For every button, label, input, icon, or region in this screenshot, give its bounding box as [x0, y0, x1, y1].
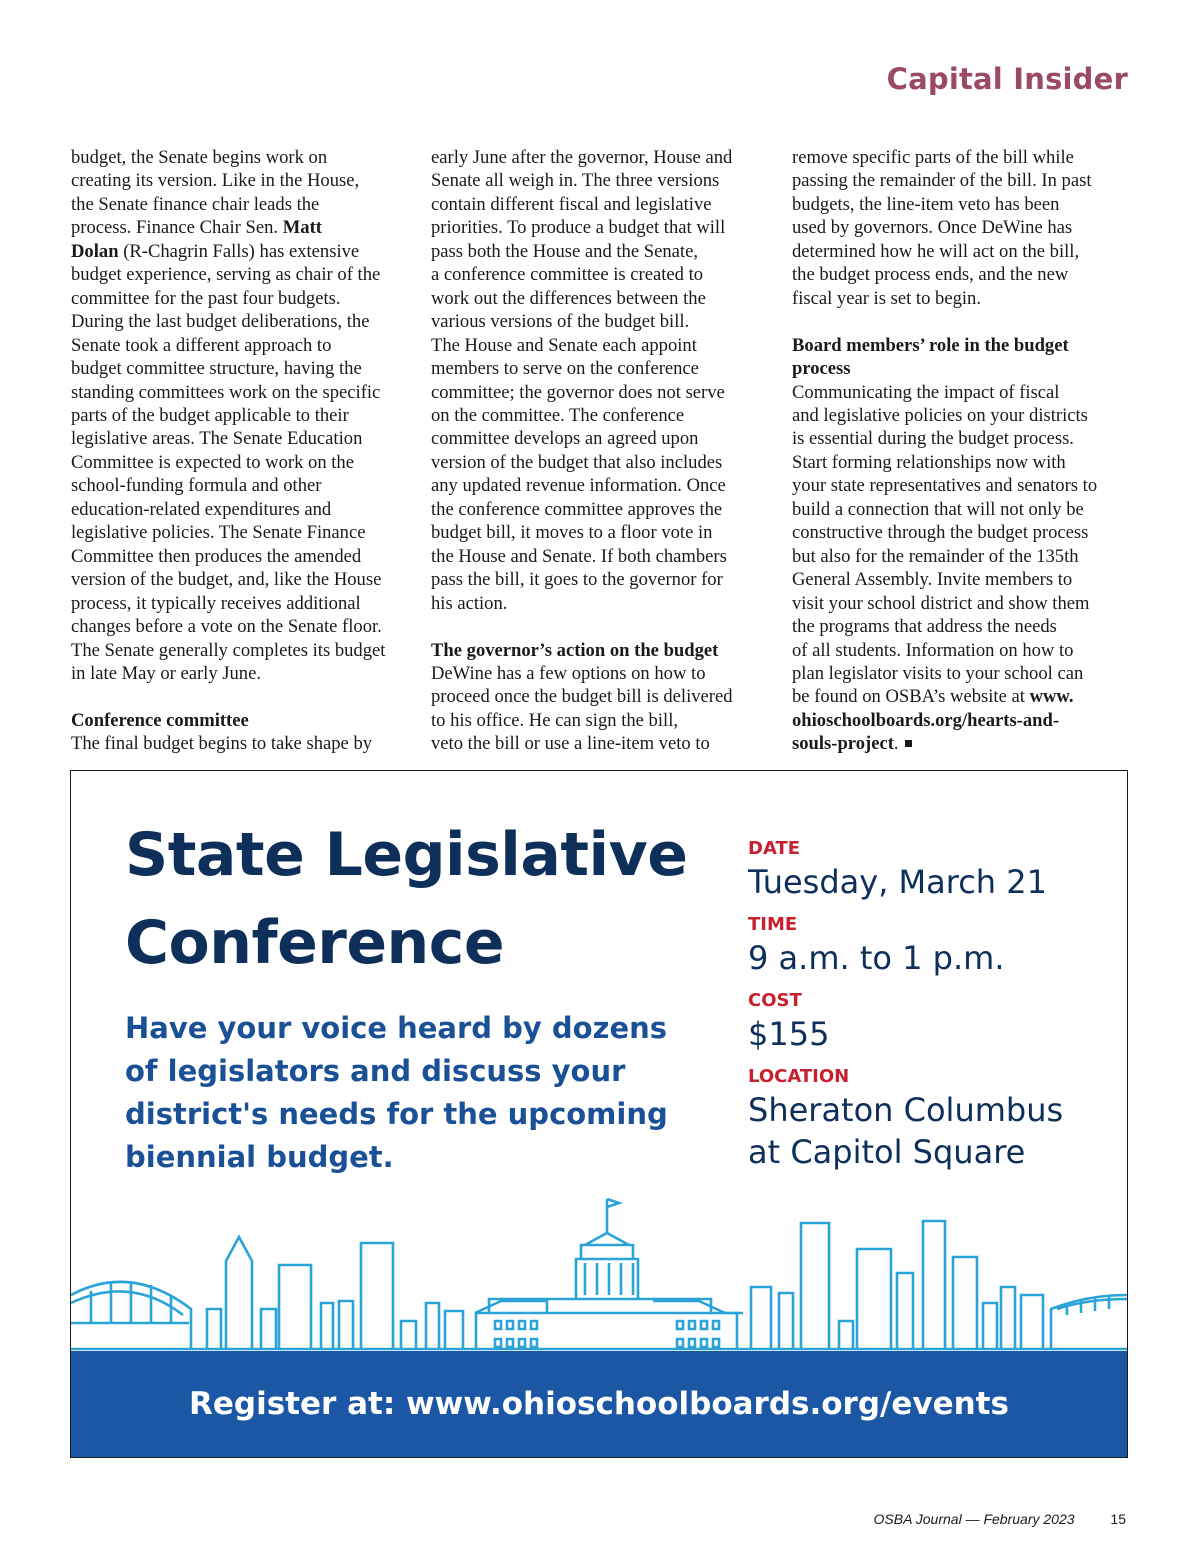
location-value: at Capitol Square — [748, 1133, 1026, 1171]
cost-value: $155 — [748, 1015, 830, 1053]
date-value: Tuesday, March 21 — [748, 863, 1047, 901]
article-column-2 — [431, 146, 776, 756]
time-label: TIME — [748, 914, 798, 935]
website-link[interactable]: www. — [1029, 686, 1074, 708]
columbus-skyline-icon — [71, 1191, 1127, 1351]
paragraph: early June after the governor, House and Senate all weigh in. The three versions contain different fiscal and legislative priorities. To produce a budget that will pass both the House and the Senate, a conference committee is created to work out the differences between the various versions of the budget bill. The House and Senate each appoint members to serve on the conference committee; the governor does not serve on the committee. The conference committee develops an agreed upon version of the budget that also includes any updated revenue information. Once the conference committee approves the budget bill, it moves to a floor vote in the House and Senate. If both chambers pass the bill, it goes to the governor for his action. — [431, 147, 733, 614]
cost-label: COST — [748, 990, 802, 1011]
article-column-3 — [792, 146, 1137, 756]
register-banner[interactable]: Register at: www.ohioschoolboards.org/events — [71, 1351, 1127, 1457]
event-details — [748, 837, 1118, 1173]
date-label: DATE — [748, 838, 801, 859]
subheading: Board members’ role in the budget process — [792, 334, 1069, 380]
page-footer — [0, 1511, 1126, 1527]
ad-tagline: Have your voice heard by dozens of legislators and discuss your district's needs for the upcoming biennial budget. — [125, 1011, 668, 1174]
paragraph: DeWine has a few options on how to proceed once the budget bill is delivered to his office. He can sign the bill, veto the bill or use a line-item veto to — [431, 662, 733, 755]
ad-title: State Legislative Conference — [125, 820, 688, 978]
conference-ad — [70, 770, 1128, 1458]
paragraph: remove specific parts of the bill while passing the remainder of the bill. In past budgets, the line-item veto has been used by governors. Once DeWine has determined how he will act on the bill, the budget process ends, and the new fiscal year is set to begin. — [792, 147, 1092, 309]
senator-name: Matt — [282, 217, 322, 239]
paragraph: The final budget begins to take shape by — [71, 733, 373, 755]
subheading: The governor’s action on the budget — [431, 639, 719, 661]
paragraph: budget, the Senate begins work on creating its version. Like in the House, the Senate finance chair leads the process. Finance Chair Sen. Matt Dolan (R-Chagrin Falls) has extensive budget experience, serving as chair of the committee for the past four budgets. During the last budget deliberations, the Senate took a different approach to budget committee structure, having the standing committees work on the specific parts of the budget applicable to their legislative areas. The Senate Education Committee is expected to work on the school-funding formula and other education-related expenditures and legislative policies. The Senate Finance Committee then produces the amended version of the budget, and, like the House process, it typically receives additional changes before a vote on the Senate floor. The Senate generally completes its budget in late May or early June. — [71, 147, 386, 684]
location-label: LOCATION — [748, 1066, 850, 1087]
page-number: 15 — [1110, 1511, 1126, 1527]
publication-name: OSBA Journal — February 2023 — [873, 1511, 1075, 1527]
paragraph: Communicating the impact of fiscal and legislative policies on your districts is essential during the budget process. Start forming relationships now with your state representatives and senators to build a connection that will not only be constructive through the budget process but also for the remainder of the 135th General Assembly. Invite members to visit your school district and show them the programs that address the needs of all students. Information on how to plan legislator visits to your school can be found on OSBA’s website at www. ohioschoolboards.org/hearts-and- souls-project. — [792, 381, 1098, 755]
article-column-1 — [71, 146, 416, 756]
section-title: Capital Insider — [886, 62, 1128, 96]
end-mark-icon — [905, 740, 912, 747]
website-link[interactable]: souls-project — [792, 733, 894, 755]
subheading: Conference committee — [71, 709, 249, 731]
location-value: Sheraton Columbus — [748, 1091, 1064, 1129]
website-link[interactable]: ohioschoolboards.org/hearts-and- — [792, 709, 1060, 731]
time-value: 9 a.m. to 1 p.m. — [748, 939, 1005, 977]
senator-name: Dolan — [71, 240, 119, 262]
